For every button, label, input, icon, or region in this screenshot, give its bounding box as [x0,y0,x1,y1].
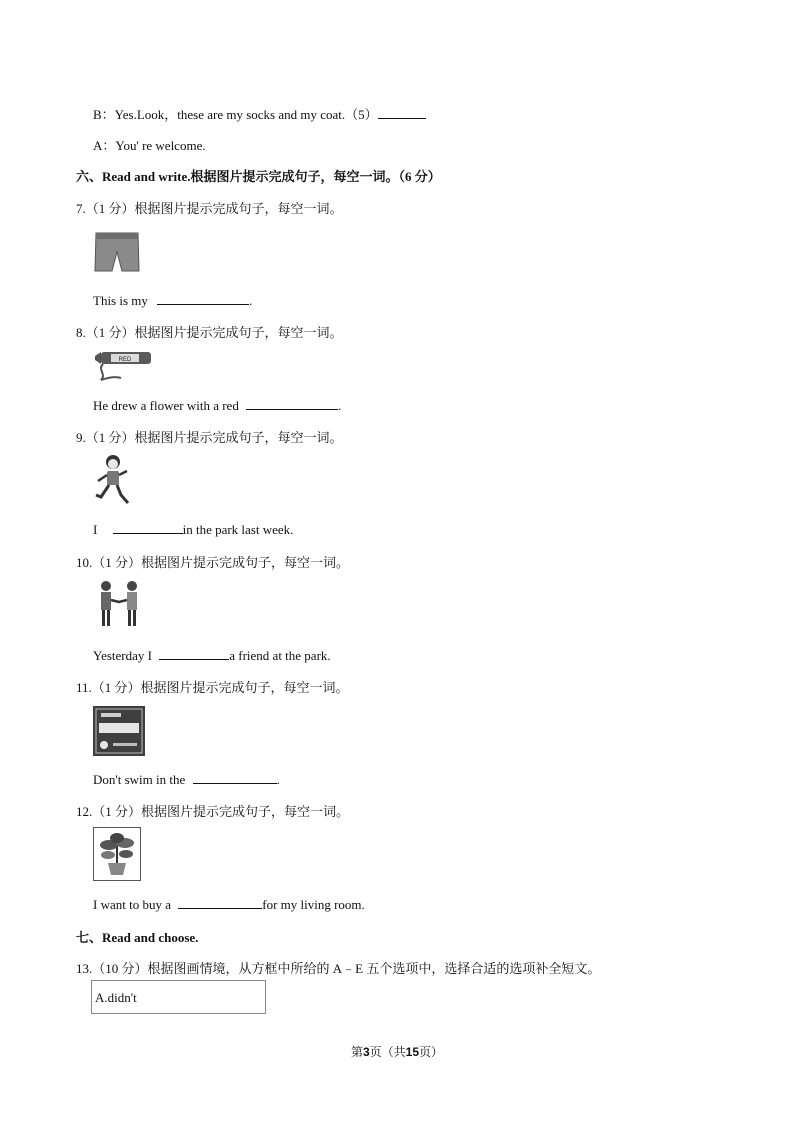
question-13-label: 13.（10 分）根据图画情境，从方框中所给的 A﹣E 五个选项中，选择合适的选项补全短文。 [76,961,601,976]
section-6-title: 六、Read and write.根据图片提示完成句子，每空一词。（6 分） [76,169,441,184]
option-a: A.didn't [95,990,137,1005]
question-7-sentence: This is my . [93,293,253,308]
answer-blank-5[interactable] [378,105,426,119]
shorts-icon [93,230,141,278]
question-10-sentence: Yesterday I a friend at the park. [93,648,331,663]
question-10-label: 10.（1 分）根据图片提示完成句子，每空一词。 [76,555,350,570]
question-9-label: 9.（1 分）根据图片提示完成句子，每空一词。 [76,430,343,445]
question-8-label: 8.（1 分）根据图片提示完成句子，每空一词。 [76,325,343,340]
current-page: 3 [362,1045,370,1059]
warning-sign-icon [93,706,145,760]
total-pages: 15 [405,1045,420,1059]
answer-blank-8[interactable] [246,396,338,410]
question-11-label: 11.（1 分）根据图片提示完成句子，每空一词。 [76,680,349,695]
potted-plant-icon [93,827,141,885]
question-11-sentence: Don't swim in the . [93,772,280,787]
section-7-title: 七、Read and choose. [76,930,199,945]
question-9-sentence: I in the park last week. [93,522,294,537]
answer-blank-12[interactable] [178,895,262,909]
svg-text:RED: RED [118,357,132,363]
answer-blank-11[interactable] [193,770,277,784]
answer-blank-9[interactable] [113,520,183,534]
answer-blank-7[interactable] [157,291,249,305]
question-8-sentence: He drew a flower with a red . [93,398,342,413]
meeting-friends-icon [93,578,145,634]
dialogue-b-line: B：Yes.Look，these are my socks and my coat.（5） [93,104,426,123]
crayon-icon [93,350,155,386]
running-girl-icon [93,453,133,511]
options-box [91,980,266,1014]
question-12-sentence: I want to buy a for my living room. [93,897,365,912]
question-12-label: 12.（1 分）根据图片提示完成句子，每空一词。 [76,804,350,819]
question-7-label: 7.（1 分）根据图片提示完成句子，每空一词。 [76,201,343,216]
dialogue-a-line: A：You' re welcome. [93,138,206,153]
answer-blank-10[interactable] [159,646,229,660]
page-footer: 第3页（共15页） [350,1045,444,1059]
